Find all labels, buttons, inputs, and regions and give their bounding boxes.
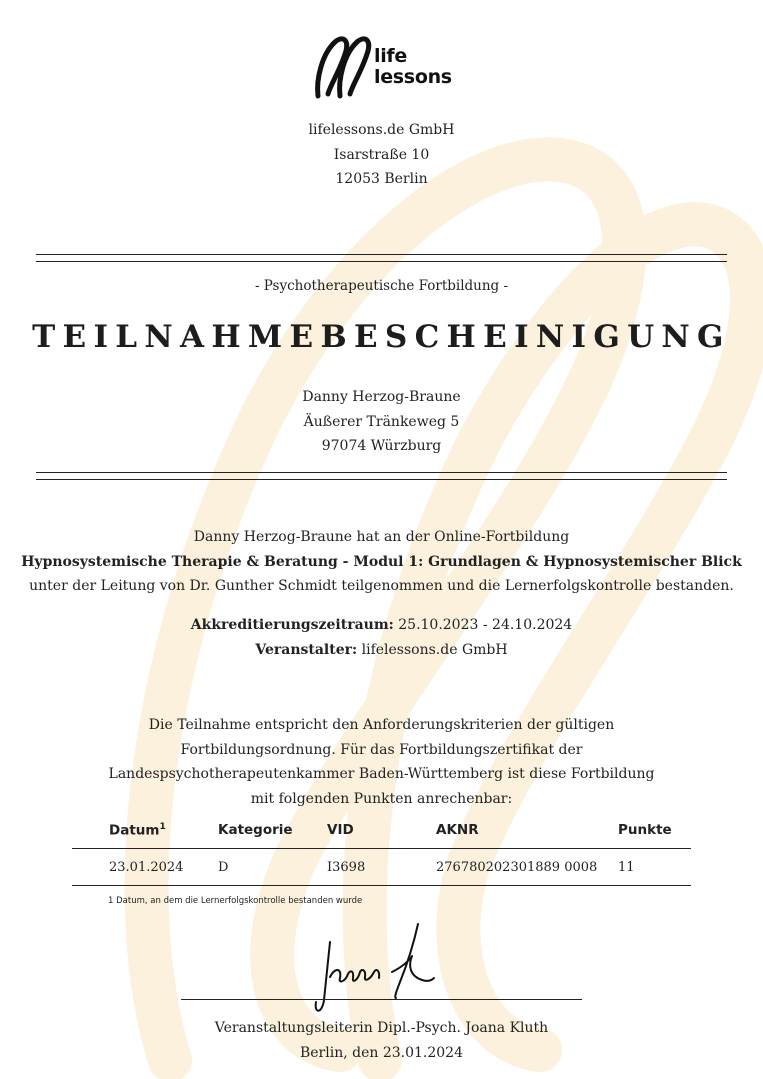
logo-wordmark	[374, 46, 452, 88]
cell-kategorie: D	[218, 848, 327, 885]
accreditation-label: Akkreditierungszeitraum:	[190, 617, 394, 633]
points-table	[72, 818, 691, 886]
requirements-line-4: mit folgenden Punkten anrechenbar:	[250, 790, 513, 807]
header-kategorie: Kategorie	[218, 818, 327, 848]
subtitle: - Psychotherapeutische Fortbildung -	[254, 278, 509, 294]
handwritten-signature	[300, 922, 450, 1022]
recipient-city: 97074 Würzburg	[321, 438, 442, 454]
header-datum-label: Datum	[109, 822, 160, 839]
header-vid: VID	[327, 818, 436, 848]
cell-vid: I3698	[327, 848, 436, 885]
footnote: 1 Datum, an dem die Lernerfolgskontrolle bestanden wurde	[108, 896, 363, 906]
requirements-text	[0, 713, 763, 811]
organizer-value: lifelessons.de GmbH	[361, 641, 508, 658]
header-datum-footnote-mark: 1	[159, 822, 166, 832]
organizer-label: Veranstalter:	[255, 641, 358, 658]
top-rule-1	[36, 254, 727, 255]
issuer-address	[0, 118, 763, 192]
bottom-rule-1	[36, 472, 727, 473]
header-datum	[72, 818, 218, 848]
issuer-name: lifelessons.de GmbH	[308, 122, 455, 138]
statement-line-1: Danny Herzog-Braune hat an der Online-Fortbildung	[193, 529, 570, 545]
accreditation-line	[0, 613, 763, 638]
accreditation-block	[0, 613, 763, 662]
header-aknr: AKNR	[436, 818, 618, 848]
requirements-line-1: Die Teilnahme entspricht den Anforderungskriterien der gültigen	[148, 717, 615, 733]
page-title: TEILNAHMEBESCHEINIGUNG	[32, 319, 731, 355]
recipient-street: Äußerer Tränkeweg 5	[303, 413, 460, 430]
top-rule-2	[36, 261, 727, 262]
logo-line-1: life	[374, 45, 407, 67]
issuer-city: 12053 Berlin	[335, 171, 428, 187]
header-punkte: Punkte	[618, 818, 691, 848]
requirements-line-2: Fortbildungsordnung. Für das Fortbildungszertifikat der	[180, 741, 583, 758]
place-and-date: Berlin, den 23.01.2024	[299, 1044, 463, 1061]
signature-line	[181, 999, 582, 1000]
recipient-address	[0, 385, 763, 459]
course-title: Hypnosystemische Therapie & Beratung - Modul 1: Grundlagen & Hypnosystemischer Blick	[21, 553, 742, 570]
accreditation-value: 25.10.2023 - 24.10.2024	[398, 617, 573, 633]
signatory-name: Veranstaltungsleiterin Dipl.-Psych. Joana Kluth	[214, 1020, 549, 1036]
cell-punkte: 11	[618, 848, 691, 885]
logo-line-2: lessons	[374, 66, 452, 88]
organizer-line	[0, 638, 763, 663]
issuer-street: Isarstraße 10	[333, 146, 430, 163]
cell-aknr: 276780202301889 0008	[436, 848, 618, 885]
table-row	[72, 848, 691, 885]
requirements-line-3: Landespsychotherapeutenkammer Baden-Württemberg ist diese Fortbildung	[108, 766, 655, 782]
bottom-rule-2	[36, 479, 727, 480]
recipient-name: Danny Herzog-Braune	[302, 389, 461, 405]
cell-datum: 23.01.2024	[72, 848, 218, 885]
statement-line-3: unter der Leitung von Dr. Gunther Schmidt teilgenommen und die Lernerfolgskontrolle bestanden.	[29, 578, 734, 594]
signature-block	[0, 1016, 763, 1065]
table-header-row	[72, 818, 691, 848]
statement	[0, 525, 763, 599]
